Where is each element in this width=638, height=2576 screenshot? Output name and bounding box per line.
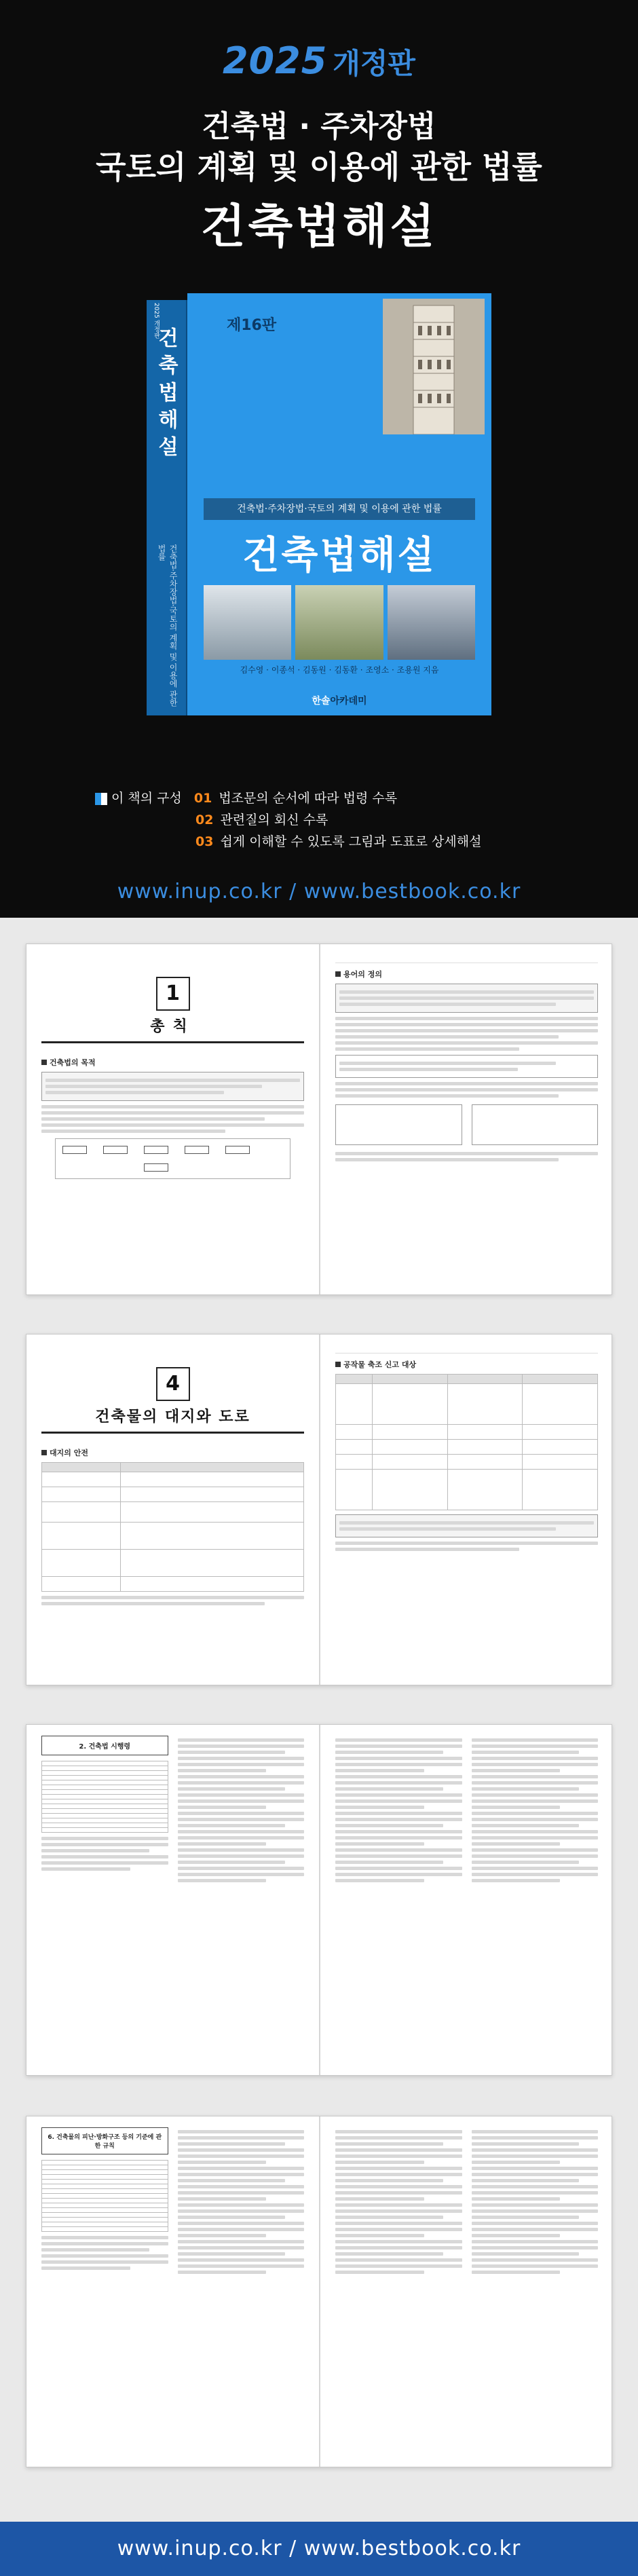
book-icon [95,793,107,805]
chapter-number: 4 [156,1367,190,1401]
publisher-logo [187,694,491,707]
section-heading [335,1359,598,1370]
sample-spread-1 [26,944,612,1295]
feature-number: 01 [193,791,212,806]
feature-row [95,831,570,853]
cover-edition: 제16판 [227,317,277,334]
section-title-text: 건축법의 목적 [50,1058,96,1067]
section-heading [335,969,598,979]
feature-number: 02 [195,813,214,827]
publisher-logo-prefix: 한솔 [312,696,331,707]
running-head [335,1345,598,1354]
spine-subtitle: 건축법·주차장법·국토의 계획 및 이용에 관한 법률 [157,544,178,707]
sample-spread-4 [26,2116,612,2467]
section-bullet-icon [41,1060,47,1065]
cover-photo-2 [295,585,383,660]
section-title-text: 공작물 축조 신고 대상 [343,1360,417,1369]
chapter-title: 총칙 [150,1018,195,1035]
box-title: 6. 건축물의 피난·방화구조 등의 기준에 관한 규칙 [41,2127,168,2154]
box-title: 2. 건축법 시행령 [41,1736,168,1755]
book-spine [147,300,187,715]
section-title-text: 대지의 안전 [50,1449,88,1457]
chapter-title: 건축물의 대지와 도로 [95,1408,250,1425]
cover-photo-3 [388,585,475,660]
cover-title: 건축법해설 [242,534,436,578]
feature-text: 법조문의 순서에 따라 법령 수록 [219,791,398,806]
regulation-table [41,1462,304,1592]
hero-banner [0,0,638,918]
spine-edition: 2025 개정판 [153,303,160,339]
cover-authors: 김수영 · 이종석 · 김동원 · 김동환 · 조영소 · 조용원 지음 [240,665,439,675]
law-text-box [41,1072,304,1101]
section-heading [41,1447,304,1458]
cover-photo-strip [204,585,475,660]
spread-left-page [26,1334,319,1685]
tower-illustration [383,299,485,434]
section-bullet-icon [335,971,341,977]
spread-right-page [320,1725,613,2075]
flow-diagram [55,1138,290,1179]
chapter-rule [41,1432,304,1434]
edition-year: 2025 [222,39,328,82]
tower-photo [383,299,485,434]
reference-box [335,1514,598,1537]
contents-list [41,1761,168,1833]
edition-heading [0,39,638,82]
spread-right-page [320,2116,613,2467]
feature-text: 쉽게 이해할 수 있도록 그림과 도표로 상세해설 [220,834,482,849]
sketch-box [472,1104,599,1145]
hero-title: 건축법해설 [200,200,438,254]
law-text-box [335,984,598,1013]
section-title-text: 용어의 정의 [343,970,382,979]
publisher-logo-suffix: 아카데미 [330,696,367,707]
features-header [95,787,570,809]
features-label: 이 책의 구성 [111,791,182,806]
sample-spread-2 [26,1334,612,1685]
contents-list [41,2160,168,2232]
edition-label: 개정판 [333,47,415,80]
section-bullet-icon [335,1362,341,1367]
feature-number: 03 [195,834,214,849]
chapter-number: 1 [156,977,190,1011]
sketch-box [335,1104,462,1145]
book-front-cover [187,293,491,715]
sample-spread-3 [26,1724,612,2076]
hero-subtitle-2: 국토의 계획 및 이용에 관한 법률 [96,149,542,185]
footer-website-links[interactable]: www.inup.co.kr / www.bestbook.co.kr [0,2522,638,2576]
spine-title: 건축법해설 [154,327,178,463]
spread-left-page [26,2116,319,2467]
spread-right-page [320,1334,613,1685]
structure-table [335,1374,598,1510]
spread-left-page [26,1725,319,2075]
section-heading [41,1057,304,1068]
cover-photo-1 [204,585,291,660]
feature-row [95,809,570,831]
section-bullet-icon [41,1450,47,1455]
chapter-rule [41,1041,304,1043]
book-features-list [95,787,570,853]
hero-subtitle-1: 건축법 · 주차장법 [202,109,436,144]
spread-right-page [320,944,613,1294]
spread-left-page [26,944,319,1294]
running-head [335,955,598,963]
hero-website-links: www.inup.co.kr / www.bestbook.co.kr [117,880,521,903]
feature-text: 관련질의 회신 수록 [220,813,329,827]
cover-subtitle: 건축법·주차장법·국토의 계획 및 이용에 관한 법률 [204,498,475,520]
book-cover-image [147,293,491,715]
example-box [335,1055,598,1078]
